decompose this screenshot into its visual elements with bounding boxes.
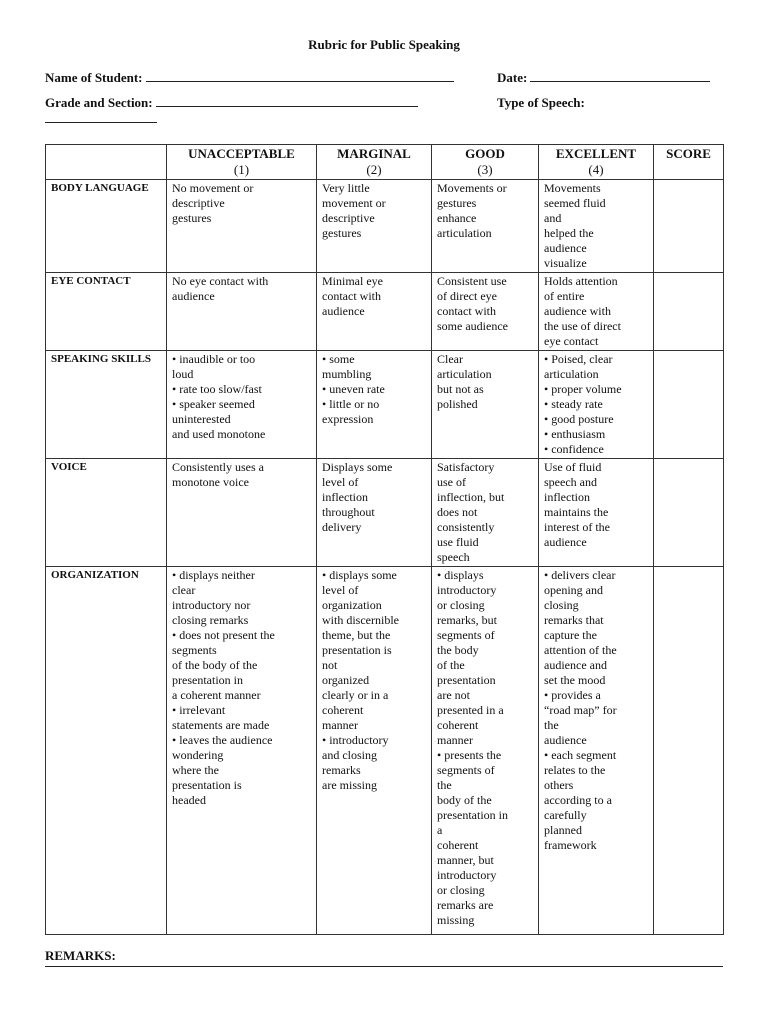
descriptor-cell: Movements or gestures enhance articulation (432, 180, 539, 273)
page-title: Rubric for Public Speaking (308, 37, 460, 52)
column-header-number: (2) (366, 162, 382, 177)
column-header-label: MARGINAL (337, 146, 411, 161)
date-field (497, 70, 710, 86)
descriptor-cell: • displays introductory or closing remarks, but segments of the body of the presentation are not presented in a coherent manner • presents the segments of the body of the presentation in a coherent manner, but introductory or closing remarks are missing (432, 567, 539, 935)
type-input-line[interactable] (45, 122, 157, 123)
descriptor-cell: Clear articulation but not as polished (432, 351, 539, 459)
criterion-cell: ORGANIZATION (46, 567, 167, 935)
criterion-cell: VOICE (46, 459, 167, 567)
descriptor-cell: No movement or descriptive gestures (167, 180, 317, 273)
remarks-label: REMARKS: (45, 948, 116, 963)
name-label: Name of Student: (45, 70, 143, 85)
descriptor-cell: Movements seemed fluid and helped the audience visualize (539, 180, 654, 273)
column-header-label: SCORE (666, 146, 711, 161)
table-row (46, 351, 724, 459)
grade-field (45, 95, 418, 111)
descriptor-cell: Use of fluid speech and inflection maintains the interest of the audience (539, 459, 654, 567)
criterion-cell: SPEAKING SKILLS (46, 351, 167, 459)
descriptor-cell: Consistent use of direct eye contact with some audience (432, 273, 539, 351)
descriptor-cell: • delivers clear opening and closing remarks that capture the attention of the audience and set the mood • provides a “road map” for the audience • each segment relates to the others according to a carefully planned framework (539, 567, 654, 935)
descriptor-cell: Minimal eye contact with audience (317, 273, 432, 351)
descriptor-cell: • inaudible or too loud • rate too slow/fast • speaker seemed uninterested and used monotone (167, 351, 317, 459)
descriptor-cell: Holds attention of entire audience with the use of direct eye contact (539, 273, 654, 351)
rubric-body (46, 180, 724, 935)
column-header-label: GOOD (465, 146, 505, 161)
date-label: Date: (497, 70, 528, 85)
name-input-line[interactable] (146, 70, 454, 82)
column-header (317, 145, 432, 180)
descriptor-cell: • displays neither clear introductory nor closing remarks • does not present the segments of the body of the presentation in a coherent manner • irrelevant statements are made • leaves the audience wondering where the presentation is headed (167, 567, 317, 935)
table-row (46, 567, 724, 935)
descriptor-cell: Satisfactory use of inflection, but does not consistently use fluid speech (432, 459, 539, 567)
column-header-number: (1) (233, 162, 250, 177)
grade-input-line[interactable] (156, 95, 418, 107)
type-label: Type of Speech: (497, 95, 585, 110)
descriptor-cell: Very little movement or descriptive gestures (317, 180, 432, 273)
score-cell[interactable] (654, 180, 724, 273)
table-row (46, 180, 724, 273)
column-header (539, 145, 654, 180)
column-header (432, 145, 539, 180)
score-cell[interactable] (654, 459, 724, 567)
score-cell[interactable] (654, 567, 724, 935)
column-header (46, 145, 167, 180)
descriptor-cell: Displays some level of inflection throughout delivery (317, 459, 432, 567)
grade-label: Grade and Section: (45, 95, 153, 110)
column-header (167, 145, 317, 180)
column-header (654, 145, 724, 180)
name-field (45, 70, 454, 86)
column-header-label: EXCELLENT (555, 146, 637, 161)
column-header-number: (3) (477, 162, 493, 177)
descriptor-cell: Consistently uses a monotone voice (167, 459, 317, 567)
descriptor-cell: • displays some level of organization with discernible theme, but the presentation is not organized clearly or in a coherent manner • introductory and closing remarks are missing (317, 567, 432, 935)
rubric-table (45, 144, 724, 935)
column-header-label: UNACCEPTABLE (188, 146, 295, 161)
descriptor-cell: • some mumbling • uneven rate • little or no expression (317, 351, 432, 459)
table-row (46, 273, 724, 351)
score-cell[interactable] (654, 351, 724, 459)
descriptor-cell: • Poised, clear articulation • proper volume • steady rate • good posture • enthusiasm • confidence (539, 351, 654, 459)
criterion-cell: EYE CONTACT (46, 273, 167, 351)
score-cell[interactable] (654, 273, 724, 351)
column-header-number: (4) (588, 162, 604, 177)
type-field (497, 95, 585, 111)
remarks-line[interactable] (45, 966, 723, 967)
table-row (46, 459, 724, 567)
criterion-cell: BODY LANGUAGE (46, 180, 167, 273)
date-input-line[interactable] (530, 70, 710, 82)
descriptor-cell: No eye contact with audience (167, 273, 317, 351)
header-row (46, 145, 724, 180)
